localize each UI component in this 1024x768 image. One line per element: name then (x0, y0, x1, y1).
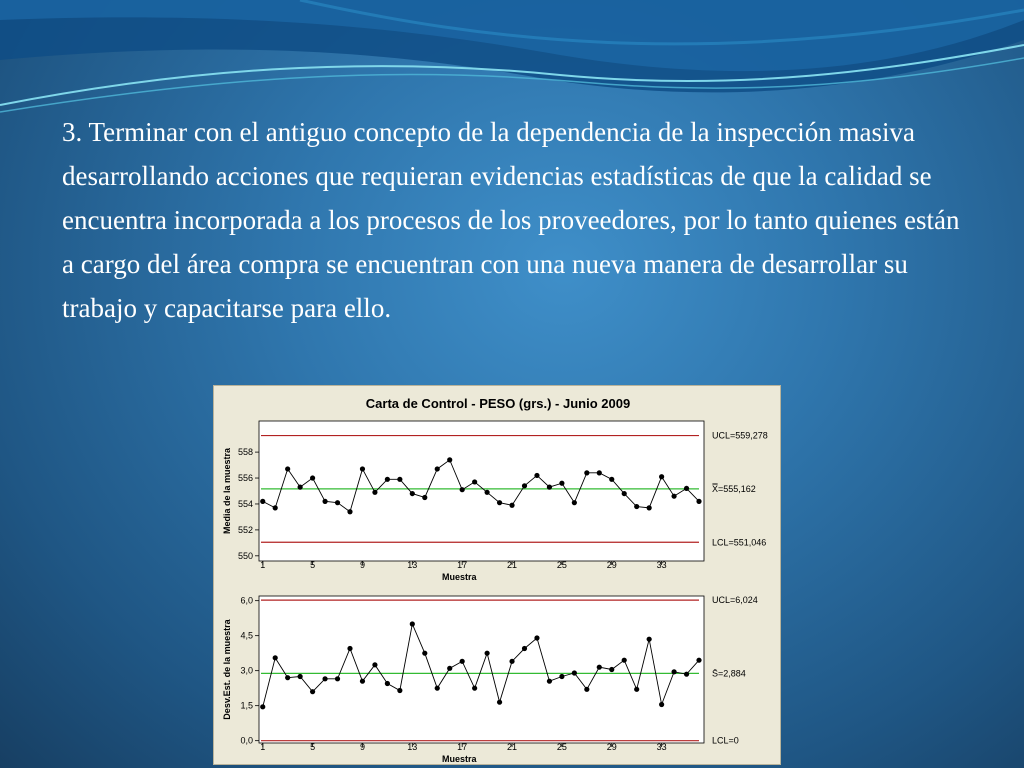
data-point (410, 491, 415, 496)
data-point (547, 679, 552, 684)
data-point (385, 681, 390, 686)
data-point (347, 509, 352, 514)
data-point (659, 702, 664, 707)
data-point (435, 466, 440, 471)
reference-label: S̄=2,884 (712, 668, 746, 679)
data-point (584, 470, 589, 475)
data-point (322, 676, 327, 681)
data-point (347, 646, 352, 651)
data-point (547, 485, 552, 490)
data-point (572, 500, 577, 505)
x-tick-label: 1 (260, 742, 266, 752)
data-point (422, 495, 427, 500)
y-axis-label: Media de la muestra (222, 447, 232, 535)
data-point (310, 689, 315, 694)
chart-title: Carta de Control - PESO (grs.) - Junio 2009 (365, 396, 631, 411)
data-point (372, 490, 377, 495)
data-point (509, 503, 514, 508)
data-point (260, 704, 265, 709)
control-chart-image (213, 385, 781, 765)
data-point (684, 672, 689, 677)
data-point (397, 477, 402, 482)
data-point (410, 621, 415, 626)
data-point (335, 676, 340, 681)
x-tick-label: 29 (606, 560, 617, 570)
data-point (622, 658, 627, 663)
x-tick-label: 17 (457, 560, 468, 570)
data-point (460, 487, 465, 492)
y-tick-label: 554 (237, 498, 253, 509)
reference-label: LCL=551,046 (712, 537, 767, 548)
data-point (497, 700, 502, 705)
data-point (696, 658, 701, 663)
data-point (572, 670, 577, 675)
data-point (273, 505, 278, 510)
data-point (647, 505, 652, 510)
data-point (534, 635, 539, 640)
reference-label: UCL=559,278 (712, 430, 768, 441)
data-point (260, 499, 265, 504)
y-tick-label: 4,5 (240, 630, 253, 641)
data-point (634, 504, 639, 509)
data-point (671, 494, 676, 499)
data-point (609, 667, 614, 672)
data-point (298, 674, 303, 679)
data-point (522, 483, 527, 488)
data-point (385, 477, 390, 482)
reference-label: LCL=0 (712, 735, 739, 746)
data-point (609, 477, 614, 482)
data-point (447, 457, 452, 462)
x-tick-label: 17 (457, 742, 468, 752)
x-tick-label: 21 (507, 560, 518, 570)
reference-label: X̿=555,162 (712, 483, 756, 494)
chart-panel-1 (222, 421, 768, 582)
x-tick-label: 5 (310, 560, 316, 570)
x-tick-label: 25 (556, 742, 567, 752)
y-tick-label: 556 (237, 473, 253, 484)
data-point (298, 485, 303, 490)
data-point (509, 659, 514, 664)
data-point (285, 466, 290, 471)
data-point (485, 651, 490, 656)
data-point (360, 466, 365, 471)
y-tick-label: 552 (237, 524, 253, 535)
data-point (485, 490, 490, 495)
data-point (472, 479, 477, 484)
x-tick-label: 33 (656, 560, 667, 570)
data-point (622, 491, 627, 496)
data-point (684, 486, 689, 491)
data-point (310, 475, 315, 480)
data-point (372, 662, 377, 667)
slide-paragraph: 3. Terminar con el antiguo concepto de la dependencia de la inspección masiva desarrollando acciones que requieran evidencias estadísticas de que la calidad se encuentra incorporada a los procesos de los proveedores, por lo tanto quienes están a cargo del área compra se encuentran con una nueva manera de desarrollar su trabajo y capacitarse para ello. (62, 117, 960, 323)
data-point (696, 499, 701, 504)
y-tick-label: 6,0 (240, 595, 253, 606)
x-tick-label: 29 (606, 742, 617, 752)
x-tick-label: 25 (556, 560, 567, 570)
data-point (497, 500, 502, 505)
data-point (522, 646, 527, 651)
x-tick-label: 9 (359, 560, 365, 570)
x-tick-label: 5 (310, 742, 316, 752)
data-point (559, 481, 564, 486)
data-point (285, 675, 290, 680)
x-tick-label: 13 (407, 742, 418, 752)
y-tick-label: 550 (237, 550, 253, 561)
y-tick-label: 0,0 (240, 735, 253, 746)
data-point (671, 669, 676, 674)
reference-label: UCL=6,024 (712, 595, 758, 606)
x-tick-label: 1 (260, 560, 266, 570)
data-point (460, 659, 465, 664)
data-point (634, 687, 639, 692)
data-point (273, 655, 278, 660)
y-axis-label: Desv.Est. de la muestra (222, 619, 232, 720)
data-point (559, 674, 564, 679)
data-point (534, 473, 539, 478)
data-point (659, 474, 664, 479)
data-point (335, 500, 340, 505)
x-tick-label: 33 (656, 742, 667, 752)
data-point (647, 637, 652, 642)
x-axis-label: Muestra (441, 754, 477, 764)
y-tick-label: 558 (237, 447, 253, 458)
data-point (322, 499, 327, 504)
plot-area (259, 421, 704, 561)
x-tick-label: 21 (507, 742, 518, 752)
x-tick-label: 9 (359, 742, 365, 752)
data-point (397, 688, 402, 693)
data-point (360, 679, 365, 684)
data-point (472, 686, 477, 691)
data-point (435, 686, 440, 691)
data-point (597, 470, 602, 475)
control-chart-svg (214, 386, 782, 766)
x-axis-label: Muestra (441, 572, 477, 582)
y-tick-label: 3,0 (240, 665, 253, 676)
y-tick-label: 1,5 (240, 700, 253, 711)
data-point (584, 687, 589, 692)
chart-panel-2 (222, 595, 758, 764)
x-tick-label: 13 (407, 560, 418, 570)
data-point (447, 666, 452, 671)
data-point (422, 651, 427, 656)
data-point (597, 665, 602, 670)
